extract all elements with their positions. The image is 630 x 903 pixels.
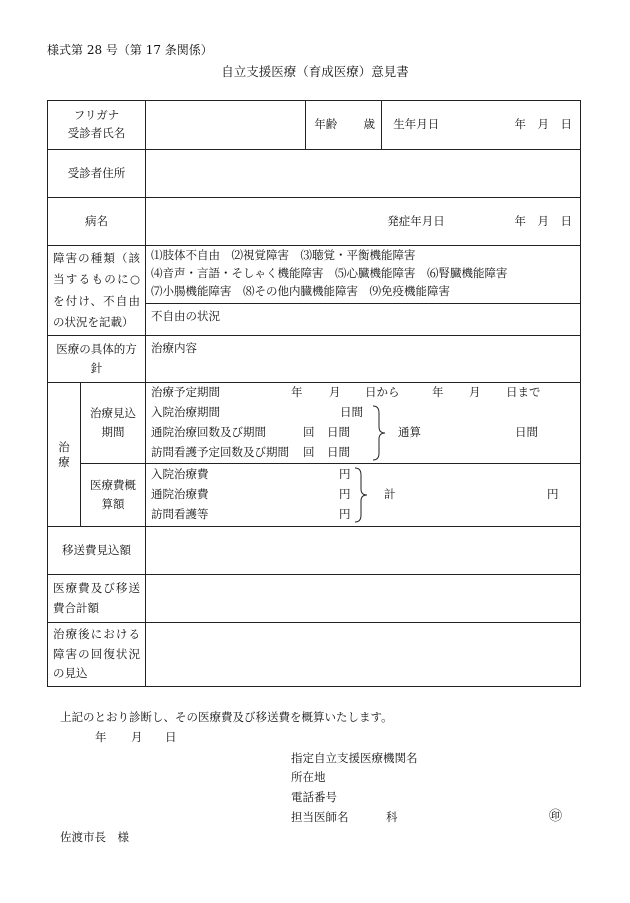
statement: 上記のとおり診断し、その医療費及び移送費を概算いたします。	[60, 710, 393, 724]
inpatient-days-unit: 日間	[340, 405, 363, 420]
disability-options	[146, 246, 581, 304]
institution-label: 指定自立支援医療機関名	[291, 751, 418, 765]
date-month: 月	[131, 730, 143, 744]
age-label: 年齢	[306, 101, 346, 150]
cost-brace	[354, 467, 368, 523]
cost-item-unit: 円	[339, 467, 351, 482]
outpatient-times: 回	[303, 425, 315, 440]
inpatient-days-label: 入院治療期間	[151, 405, 220, 420]
addressee: 佐渡市長 様	[60, 830, 129, 844]
onset-date-field[interactable]: 年 月 日	[451, 198, 581, 246]
disability-status-field[interactable]	[146, 304, 581, 336]
form-number: 様式第 28 号（第 17 条関係）	[47, 43, 213, 57]
disability-option-line[interactable]: ⑴肢体不自由 ⑵視覚障害 ⑶聴覚・平衡機能障害	[151, 248, 416, 262]
home-nursing-times: 回	[303, 445, 315, 460]
doctor-label: 担当医師名	[291, 810, 349, 824]
cost-item-label: 通院治療費	[151, 487, 209, 502]
home-nursing-label: 訪問看護予定回数及び期間	[151, 445, 289, 460]
document-title: 自立支援医療（育成医療）意見書	[221, 64, 409, 79]
recovery-label: 治療後における障害の回復状況の見込	[48, 623, 146, 687]
cost-field[interactable]	[146, 464, 581, 527]
cost-label: 医療費概算額	[81, 464, 146, 527]
seal-icon: ㊞	[549, 809, 563, 824]
from-month: 月	[329, 385, 341, 400]
disease-field[interactable]	[146, 198, 382, 246]
birthdate-field[interactable]: 年 月 日	[451, 101, 581, 150]
disability-option-line[interactable]: ⑺小腸機能障害 ⑻その他内臓機能障害 ⑼免疫機能障害	[151, 283, 450, 298]
cost-item-label: 訪問看護等	[151, 507, 209, 522]
treatment-plan-label: 医療の具体的方針	[48, 336, 146, 383]
phone-label: 電話番号	[291, 790, 337, 804]
period-label: 治療見込期間	[81, 383, 146, 464]
date-year: 年	[95, 730, 107, 744]
disability-option-line[interactable]: ⑷音声・言語・そしゃく機能障害 ⑸心臓機能障害 ⑹腎臓機能障害	[151, 265, 508, 280]
treatment-group-label: 治療	[48, 383, 81, 527]
department-label: 科	[386, 810, 398, 824]
planned-period-label: 治療予定期間	[151, 385, 220, 400]
patient-name-field[interactable]	[146, 101, 306, 150]
to-year: 年	[432, 385, 444, 400]
cost-item-label: 入院治療費	[151, 467, 209, 482]
home-nursing-unit: 日間	[327, 445, 350, 460]
disability-status-label: 不自由の状況	[151, 309, 220, 324]
to-day: 日まで	[506, 385, 541, 400]
period-total-unit: 日間	[515, 425, 538, 440]
cost-total-unit: 円	[547, 487, 559, 502]
opinion-form-table	[47, 100, 581, 687]
furigana-label: フリガナ	[73, 108, 120, 123]
recovery-field[interactable]	[146, 623, 581, 687]
from-day: 日から	[365, 385, 400, 400]
onset-label: 発症年月日	[382, 198, 451, 246]
location-label: 所在地	[291, 770, 326, 784]
outpatient-label: 通院治療回数及び期間	[151, 425, 266, 440]
to-month: 月	[469, 385, 481, 400]
address-field[interactable]	[146, 150, 581, 198]
total-field[interactable]	[146, 575, 581, 623]
birthdate-label: 生年月日	[382, 101, 451, 150]
period-total-label: 通算	[398, 425, 421, 440]
treatment-content-field[interactable]	[146, 336, 581, 383]
transport-label: 移送費見込額	[48, 527, 146, 575]
transport-field[interactable]	[146, 527, 581, 575]
treatment-content-label: 治療内容	[151, 341, 197, 356]
patient-name-label-cell	[48, 101, 146, 150]
total-label: 医療費及び移送費合計額	[48, 575, 146, 623]
cost-item-unit: 円	[339, 507, 351, 522]
disability-type-label: 障害の種類（該当するものに○を付け、不自由の状況を記載）	[48, 246, 146, 336]
age-unit[interactable]: 歳	[346, 101, 382, 150]
period-brace	[372, 405, 386, 461]
address-label: 受診者住所	[48, 150, 146, 198]
outpatient-unit: 日間	[327, 425, 350, 440]
date-day: 日	[165, 730, 177, 744]
from-year: 年	[291, 385, 303, 400]
period-field[interactable]	[146, 383, 581, 464]
cost-total-label: 計	[384, 487, 396, 502]
patient-name-label: 受診者氏名	[67, 126, 126, 140]
disease-label: 病名	[48, 198, 146, 246]
cost-item-unit: 円	[339, 487, 351, 502]
